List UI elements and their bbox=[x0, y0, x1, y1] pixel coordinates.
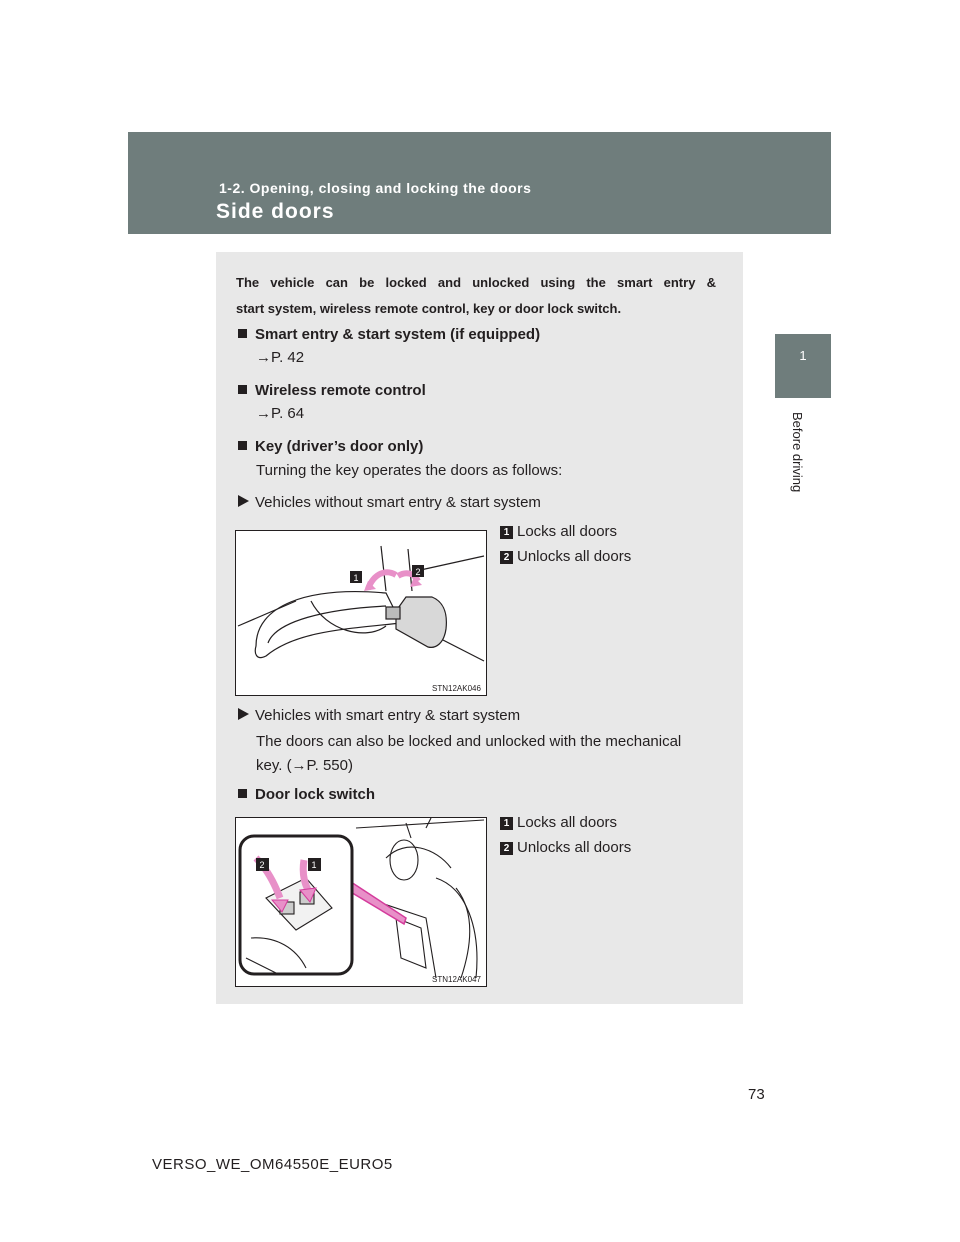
legend-lock-2: 1 Locks all doors bbox=[500, 814, 617, 831]
svg-text:2: 2 bbox=[259, 860, 265, 870]
legend-unlock-1: 2 Unlocks all doors bbox=[500, 548, 631, 565]
key-description: Turning the key operates the doors as follows: bbox=[256, 462, 563, 479]
item-smart-entry bbox=[238, 326, 540, 343]
item-wireless-remote bbox=[238, 382, 426, 399]
page-reference-link[interactable]: →P. 64 bbox=[256, 405, 305, 422]
item-heading: Door lock switch bbox=[255, 786, 376, 803]
section-title: 1-2. Opening, closing and locking the doors bbox=[219, 180, 532, 196]
variant-heading-2: Vehicles with smart entry & start system bbox=[238, 707, 520, 724]
number-2-icon: 2 bbox=[500, 551, 513, 564]
bullet-square-icon bbox=[238, 789, 247, 798]
door-lock-switch-illustration bbox=[235, 817, 487, 987]
page-reference-link[interactable]: →P. 42 bbox=[256, 349, 305, 366]
intro-text bbox=[236, 270, 716, 322]
item-heading: Wireless remote control bbox=[255, 382, 426, 399]
legend-lock-1: 1 Locks all doors bbox=[500, 523, 617, 540]
item-heading: Key (driver’s door only) bbox=[255, 438, 424, 455]
number-1-icon: 1 bbox=[500, 526, 513, 539]
intro-line-2: start system, wireless remote control, key or door lock switch. bbox=[236, 301, 622, 316]
bullet-square-icon bbox=[238, 385, 247, 394]
triangle-pointer-icon bbox=[238, 708, 249, 720]
document-code-footer: VERSO_WE_OM64550E_EURO5 bbox=[152, 1156, 393, 1173]
variant-heading-1: Vehicles without smart entry & start system bbox=[238, 494, 541, 511]
chapter-number: 1 bbox=[799, 348, 807, 363]
page-title: Side doors bbox=[216, 200, 335, 223]
svg-text:2: 2 bbox=[415, 567, 421, 577]
item-door-lock-switch bbox=[238, 786, 375, 803]
variant-2-line-2: key. (→P. 550) bbox=[256, 757, 353, 774]
bullet-square-icon bbox=[238, 329, 247, 338]
door-lock-switch-drawing bbox=[236, 818, 486, 986]
intro-line-1: The vehicle can be locked and unlocked using the smart entry & bbox=[236, 275, 716, 290]
bullet-square-icon bbox=[238, 441, 247, 450]
chapter-label: Before driving bbox=[790, 412, 805, 493]
legend-unlock-2: 2 Unlocks all doors bbox=[500, 839, 631, 856]
variant-2-line-1: The doors can also be locked and unlocked with the mechanical bbox=[256, 733, 682, 750]
svg-text:1: 1 bbox=[353, 573, 359, 583]
triangle-pointer-icon bbox=[238, 495, 249, 507]
figure-code: STN12AK046 bbox=[432, 684, 481, 693]
figure-code: STN12AK047 bbox=[432, 975, 481, 984]
item-heading: Smart entry & start system (if equipped) bbox=[255, 326, 541, 343]
number-2-icon: 2 bbox=[500, 842, 513, 855]
door-handle-key-drawing bbox=[236, 531, 486, 695]
item-key bbox=[238, 438, 423, 455]
page-number: 73 bbox=[748, 1086, 765, 1103]
chapter-tab[interactable] bbox=[775, 334, 831, 398]
door-handle-key-illustration bbox=[235, 530, 487, 696]
svg-text:1: 1 bbox=[311, 860, 317, 870]
number-1-icon: 1 bbox=[500, 817, 513, 830]
